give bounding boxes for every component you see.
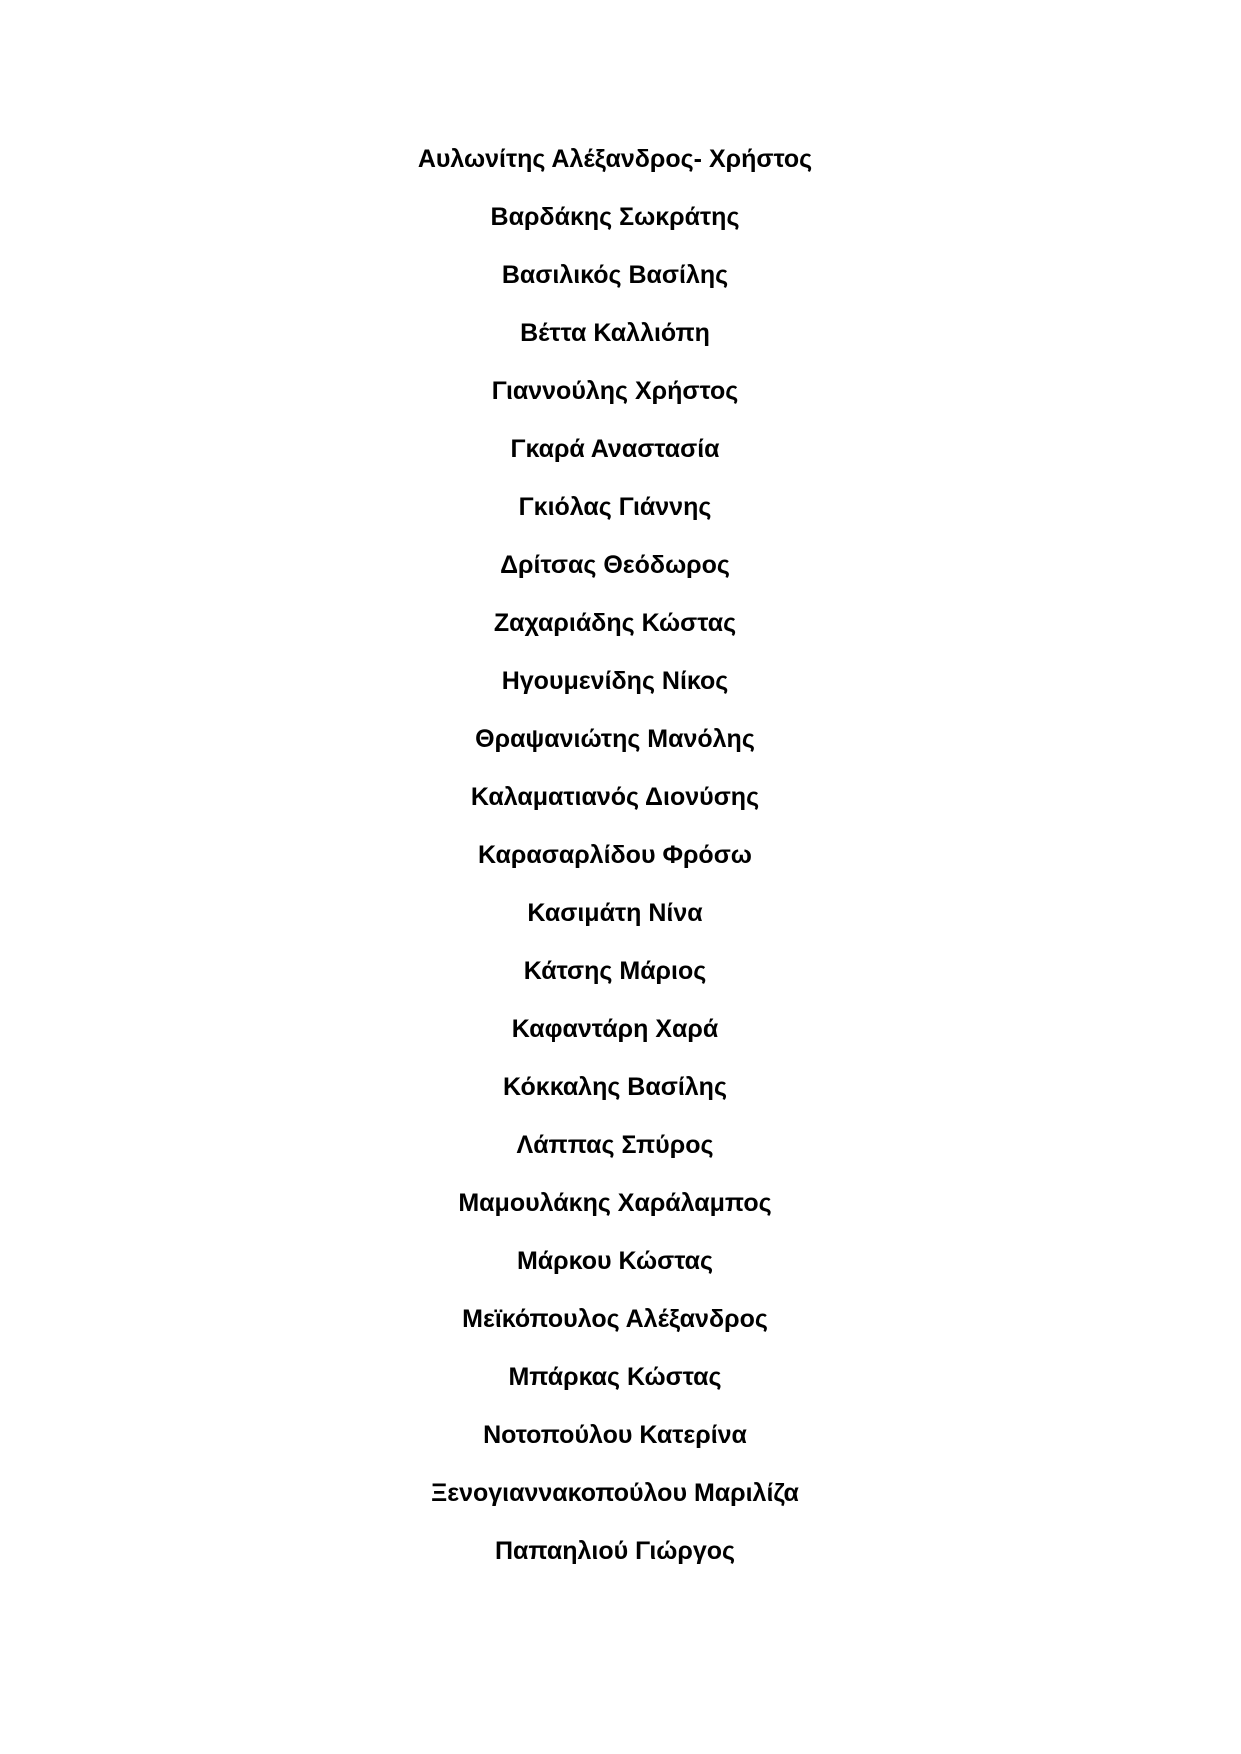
- list-item: Λάππας Σπύρος: [516, 1131, 714, 1159]
- list-item: Μαμουλάκης Χαράλαμπος: [458, 1189, 772, 1217]
- list-item: Αυλωνίτης Αλέξανδρος- Χρήστος: [417, 145, 813, 173]
- list-item: Κάτσης Μάριος: [523, 957, 707, 985]
- list-item: Ζαχαριάδης Κώστας: [493, 609, 737, 637]
- list-item: Βέττα Καλλιόπη: [520, 319, 710, 347]
- list-item: Μπάρκας Κώστας: [508, 1363, 722, 1391]
- list-item: Καλαματιανός Διονύσης: [470, 783, 760, 811]
- list-item: Δρίτσας Θεόδωρος: [500, 551, 730, 579]
- list-item: Γκιόλας Γιάννης: [518, 493, 712, 521]
- list-item: Κόκκαλης Βασίλης: [503, 1073, 727, 1101]
- list-item: Νοτοπούλου Κατερίνα: [483, 1421, 747, 1449]
- list-item: Κασιμάτη Νίνα: [527, 899, 703, 927]
- list-item: Παπαηλιού Γιώργος: [494, 1537, 736, 1565]
- list-item: Καρασαρλίδου Φρόσω: [478, 841, 752, 869]
- list-item: Καφαντάρη Χαρά: [511, 1015, 719, 1043]
- list-item: Ξενογιαννακοπούλου Μαριλίζα: [431, 1479, 799, 1507]
- list-item: Ηγουμενίδης Νίκος: [501, 667, 729, 695]
- list-item: Μεϊκόπουλος Αλέξανδρος: [462, 1305, 768, 1333]
- list-item: Γιαννούλης Χρήστος: [491, 377, 739, 405]
- list-item: Βασιλικός Βασίλης: [501, 261, 729, 289]
- list-item: Γκαρά Αναστασία: [510, 435, 720, 463]
- list-item: Βαρδάκης Σωκράτης: [490, 203, 740, 231]
- list-item: Θραψανιώτης Μανόλης: [475, 725, 755, 753]
- list-item: Μάρκου Κώστας: [516, 1247, 714, 1275]
- name-list: [0, 144, 1241, 1594]
